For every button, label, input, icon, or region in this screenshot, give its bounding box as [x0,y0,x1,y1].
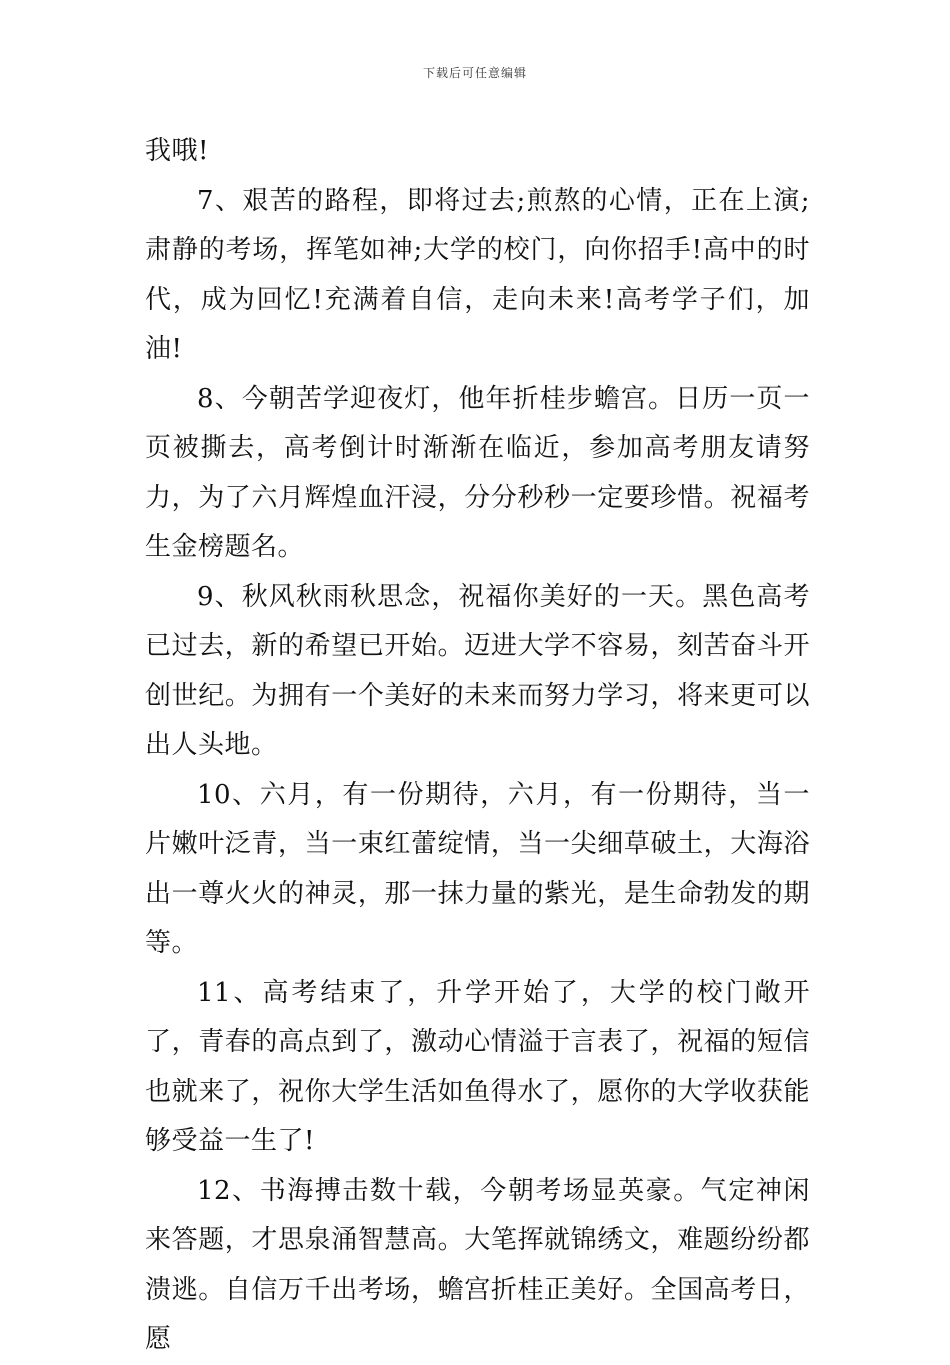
paragraph-11: 11、高考结束了，升学开始了，大学的校门敞开了，青春的高点到了，激动心情溢于言表了，祝福的短信也就来了，祝你大学生活如鱼得水了，愿你的大学收获能够受益一生了! [145,977,810,1156]
paragraph-8: 8、今朝苦学迎夜灯，他年折桂步蟾宫。日历一页一页被撕去，高考倒计时渐渐在临近，参加高考朋友请努力，为了六月辉煌血汗浸，分分秒秒一定要珍惜。祝福考生金榜题名。 [145,383,810,562]
paragraph-12: 12、书海搏击数十载，今朝考场显英豪。气定神闲来答题，才思泉涌智慧高。大笔挥就锦绣文，难题纷纷都溃逃。自信万千出考场，蟾宫折桂正美好。全国高考日，愿 [145,1175,810,1354]
paragraph-10: 10、六月，有一份期待，六月，有一份期待，当一片嫩叶泛青，当一束红蕾绽情，当一尖细草破土，大海浴出一尊火火的神灵，那一抹力量的紫光，是生命勃发的期等。 [145,779,810,958]
paragraph-7: 7、艰苦的路程，即将过去;煎熬的心情，正在上演;肃静的考场，挥笔如神;大学的校门，向你招手!高中的时代，成为回忆!充满着自信，走向未来!高考学子们，加油! [145,185,810,364]
page-header-note: 下载后可任意编辑 [422,66,527,80]
document-body [145,127,810,1365]
paragraph-continuation: 我哦! [145,136,209,166]
paragraph-9: 9、秋风秋雨秋思念，祝福你美好的一天。黑色高考已过去，新的希望已开始。迈进大学不容易，刻苦奋斗开创世纪。为拥有一个美好的未来而努力学习，将来更可以出人头地。 [145,581,810,760]
